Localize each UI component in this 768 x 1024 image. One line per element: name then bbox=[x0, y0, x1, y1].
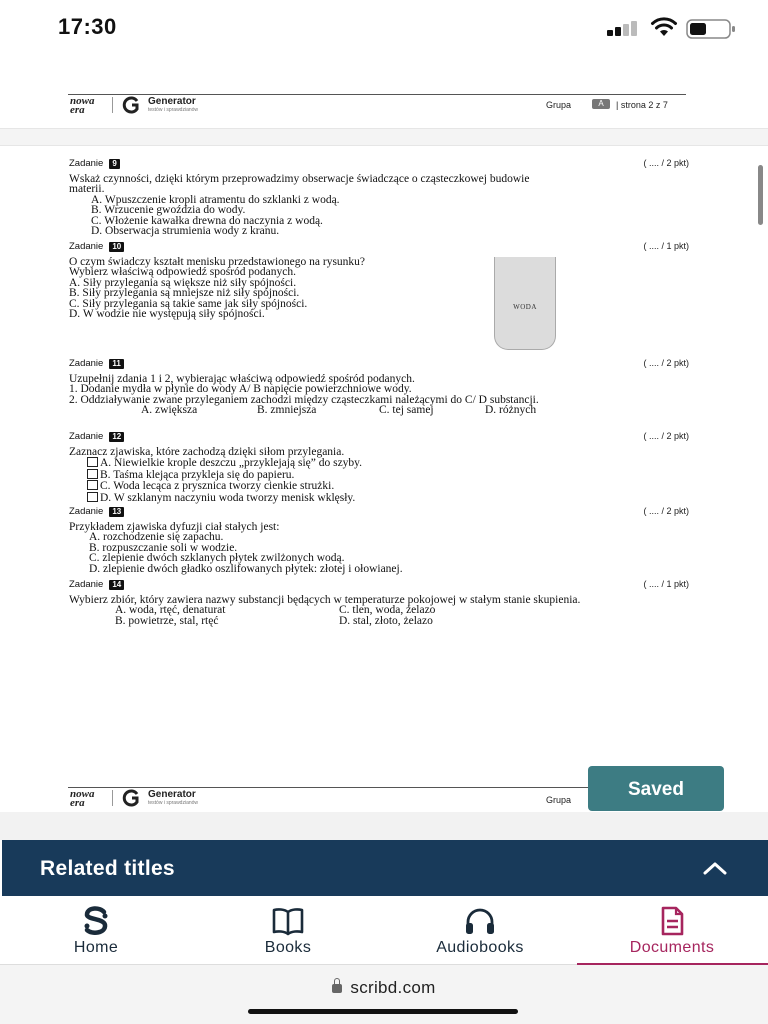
page-header bbox=[68, 94, 686, 117]
book-icon bbox=[270, 906, 306, 936]
checkbox bbox=[87, 469, 98, 479]
task-option: A. woda, rtęć, denaturat bbox=[115, 604, 226, 616]
task-text: Wskaż czynności, dzięki którym przeprowadzimy obserwacje świadczące o cząsteczkowej budowie materii. bbox=[69, 172, 530, 195]
lock-icon bbox=[332, 984, 342, 993]
grupa-badge: A bbox=[592, 99, 610, 109]
task-option: A. Siły przylegania są większe niż siły spójności. bbox=[69, 276, 297, 289]
task-points: ( .... / 2 pkt) bbox=[643, 431, 689, 441]
nowa-era-logo: nowa era bbox=[70, 788, 95, 809]
answer-grid bbox=[69, 605, 689, 626]
task-text: Wybierz zbiór, który zawiera nazwy substancji będących w temperaturze pokojowej w stałym stanie skupienia. bbox=[69, 593, 581, 606]
task-option: C. tlen, woda, żelazo bbox=[339, 604, 436, 616]
tab-audiobooks[interactable]: Audiobooks bbox=[384, 896, 576, 964]
word-option: C. tej samej bbox=[379, 404, 434, 416]
task-10: Zadanie 10 ( .... / 1 pkt) O czym świadczy kształt menisku przedstawionego na rysunku? Wybierz właściwą odpowiedź spośród podanych. A. Siły przylegania są większe niż siły spójności. B. Siły przylegania są mniejsze niż siły spójności. C. Siły przylegania są takie same jak siły spójności. D. W wodzie nie występują siły spójności. bbox=[69, 241, 689, 320]
task-text: Uzupełnij zdania 1 i 2, wybierając właściwą odpowiedź spośród podanych. bbox=[69, 372, 415, 385]
browser-url-bar[interactable] bbox=[0, 965, 768, 1024]
task-option: D. stal, złoto, żelazo bbox=[339, 614, 433, 627]
generator-logo-subtitle: testów i sprawdzianów bbox=[148, 107, 199, 113]
chevron-up-icon[interactable] bbox=[702, 860, 728, 876]
battery-icon bbox=[686, 19, 736, 39]
bottom-tab-bar bbox=[0, 896, 768, 965]
document-icon bbox=[654, 906, 690, 936]
grupa-label: Grupa bbox=[546, 100, 572, 110]
generator-logo-icon bbox=[122, 96, 140, 114]
task-9: Zadanie 9 ( .... / 2 pkt) Wskaż czynności, dzięki którym przeprowadzimy obserwacje świadczące o cząsteczkowej budowie materii. A. Wpuszczenie kropli atramentu do szklanki z wodą. B. Wrzucenie gwoździa do wody. C. Włożenie kawałka drewna do naczynia z wodą. D. Obserwacja strumienia wody z kranu. bbox=[69, 158, 689, 237]
task-option: C. Siły przylegania są takie same jak siły spójności. bbox=[69, 297, 308, 310]
task-option: D. W szklanym naczyniu woda tworzy menisk wklęsły. bbox=[69, 492, 689, 504]
word-option: D. różnych bbox=[485, 404, 537, 416]
task-instruction: Wybierz właściwą odpowiedź spośród podanych. bbox=[69, 266, 297, 278]
task-option: C. Woda lecąca z prysznica tworzy cienkie strużki. bbox=[69, 480, 689, 492]
scribd-logo-icon bbox=[78, 906, 114, 936]
word-option: A. zwiększa bbox=[141, 404, 198, 416]
task-option: D. W wodzie nie występują siły spójności. bbox=[69, 308, 265, 320]
word-options bbox=[69, 405, 689, 416]
task-option: B. Siły przylegania są mniejsze niż siły spójności. bbox=[69, 287, 300, 299]
task-12: Zadanie 12 ( .... / 2 pkt) Zaznacz zjawiska, które zachodzą dzięki siłom przylegania. A. Niewielkie krople deszczu „przyklejają się” do szyby. B. Taśma klejąca przykleja się do papieru. C. Woda lecąca z prysznica tworzy cienkie strużki. D. W szklanym naczyniu woda tworzy menisk wklęsły. bbox=[69, 431, 689, 504]
task-option: B. powietrze, stal, rtęć bbox=[115, 614, 219, 627]
url-text: scribd.com bbox=[350, 978, 436, 997]
task-points: ( .... / 2 pkt) bbox=[643, 358, 689, 368]
task-text: Zaznacz zjawiska, które zachodzą dzięki siłom przylegania. bbox=[69, 445, 345, 458]
home-indicator bbox=[248, 1009, 518, 1014]
task-option: B. rozpuszczanie soli w wodzie. bbox=[89, 541, 238, 554]
task-number: 10 bbox=[109, 242, 124, 252]
task-text: Przykładem zjawiska dyfuzji ciał stałych jest: bbox=[69, 520, 280, 533]
task-line: 1. Dodanie mydła w płynie do wody A/ B napięcie powierzchniowe wody. bbox=[69, 383, 412, 395]
task-option: B. Taśma klejąca przykleja się do papieru. bbox=[69, 469, 689, 481]
meniscus-tube-figure bbox=[494, 257, 556, 350]
task-13: Zadanie 13 ( .... / 2 pkt) Przykładem zjawiska dyfuzji ciał stałych jest: A. rozchodzenie się zapachu. B. rozpuszczanie soli w wodzie. C. zlepienie dwóch szklanych płytek zwilżonych wodą. D. zlepienie dwóch gładko oszlifowanych płytek: złotej i ołowianej. bbox=[69, 506, 689, 575]
headphones-icon bbox=[462, 906, 498, 936]
task-points: ( .... / 1 pkt) bbox=[643, 241, 689, 251]
page-gap bbox=[0, 812, 768, 840]
checkbox bbox=[87, 480, 98, 490]
task-option: B. Wrzucenie gwoździa do wody. bbox=[91, 204, 246, 216]
task-points: ( .... / 2 pkt) bbox=[643, 158, 689, 168]
page-number: | strona 2 z 7 bbox=[616, 100, 668, 110]
figure-label: WODA bbox=[513, 303, 537, 311]
task-14: Zadanie 14 ( .... / 1 pkt) Wybierz zbiór, który zawiera nazwy substancji będących w temperaturze pokojowej w stałym stanie skupienia. A. woda, rtęć, denaturat C. tlen, woda, żelazo B. powietrze, stal, rtęć D. stal, złoto, żelazo bbox=[69, 579, 689, 627]
cellular-signal-icon bbox=[607, 20, 641, 36]
status-time: 17:30 bbox=[58, 14, 117, 39]
task-number: 14 bbox=[109, 580, 124, 590]
task-option: D. zlepienie dwóch gładko oszlifowanych płytek: złotej i ołowianej. bbox=[89, 562, 403, 575]
task-option: A. Niewielkie krople deszczu „przyklejają się” do szyby. bbox=[69, 457, 689, 469]
word-option: B. zmniejsza bbox=[257, 404, 317, 416]
task-number: 12 bbox=[109, 432, 124, 442]
generator-logo-subtitle: testów i sprawdzianów bbox=[148, 800, 199, 806]
task-option: C. Włożenie kawałka drewna do naczynia z wodą. bbox=[91, 214, 323, 227]
related-titles-bar[interactable] bbox=[2, 840, 768, 896]
tab-documents[interactable]: Documents bbox=[576, 896, 768, 964]
task-option: D. Obserwacja strumienia wody z kranu. bbox=[91, 225, 280, 237]
nowa-era-logo: nowa era bbox=[70, 95, 95, 116]
wifi-icon bbox=[650, 17, 678, 37]
task-option: C. zlepienie dwóch szklanych płytek zwilżonych wodą. bbox=[89, 552, 345, 564]
generator-logo-text: Generator bbox=[148, 96, 196, 107]
checkbox bbox=[87, 492, 98, 502]
task-number: 13 bbox=[109, 507, 124, 517]
task-option: A. rozchodzenie się zapachu. bbox=[89, 531, 224, 543]
related-titles-heading: Related titles bbox=[40, 857, 175, 880]
task-text: O czym świadczy kształt menisku przedstawionego na rysunku? bbox=[69, 255, 366, 268]
task-line: 2. Oddziaływanie zwane przyleganiem zachodzi między cząsteczkami należącymi do C/ D substancji. bbox=[69, 393, 539, 406]
scrollbar-thumb[interactable] bbox=[758, 165, 763, 225]
task-points: ( .... / 2 pkt) bbox=[643, 506, 689, 516]
task-11: Zadanie 11 ( .... / 2 pkt) Uzupełnij zdania 1 i 2, wybierając właściwą odpowiedź spośród podanych. 1. Dodanie mydła w płynie do wody A/ B napięcie powierzchniowe wody. 2. Oddziaływanie zwane przyleganiem zachodzi między cząsteczkami należącymi do C/ D substancji. A. zwiększa B. zmniejsza C. tej samej D. różnych bbox=[69, 358, 689, 416]
saved-button[interactable]: Saved bbox=[588, 766, 724, 811]
status-bar bbox=[0, 0, 768, 56]
generator-logo-icon bbox=[122, 789, 140, 807]
task-points: ( .... / 1 pkt) bbox=[643, 579, 689, 589]
task-option: A. Wpuszczenie kropli atramentu do szklanki z wodą. bbox=[91, 193, 340, 206]
tab-home[interactable]: Home bbox=[0, 896, 192, 964]
task-number: 9 bbox=[109, 159, 119, 169]
generator-logo-text: Generator bbox=[148, 789, 196, 800]
page-separator bbox=[0, 128, 768, 146]
checkbox bbox=[87, 457, 98, 467]
grupa-label: Grupa bbox=[546, 795, 572, 805]
tab-books[interactable]: Books bbox=[192, 896, 384, 964]
task-number: 11 bbox=[109, 359, 123, 369]
